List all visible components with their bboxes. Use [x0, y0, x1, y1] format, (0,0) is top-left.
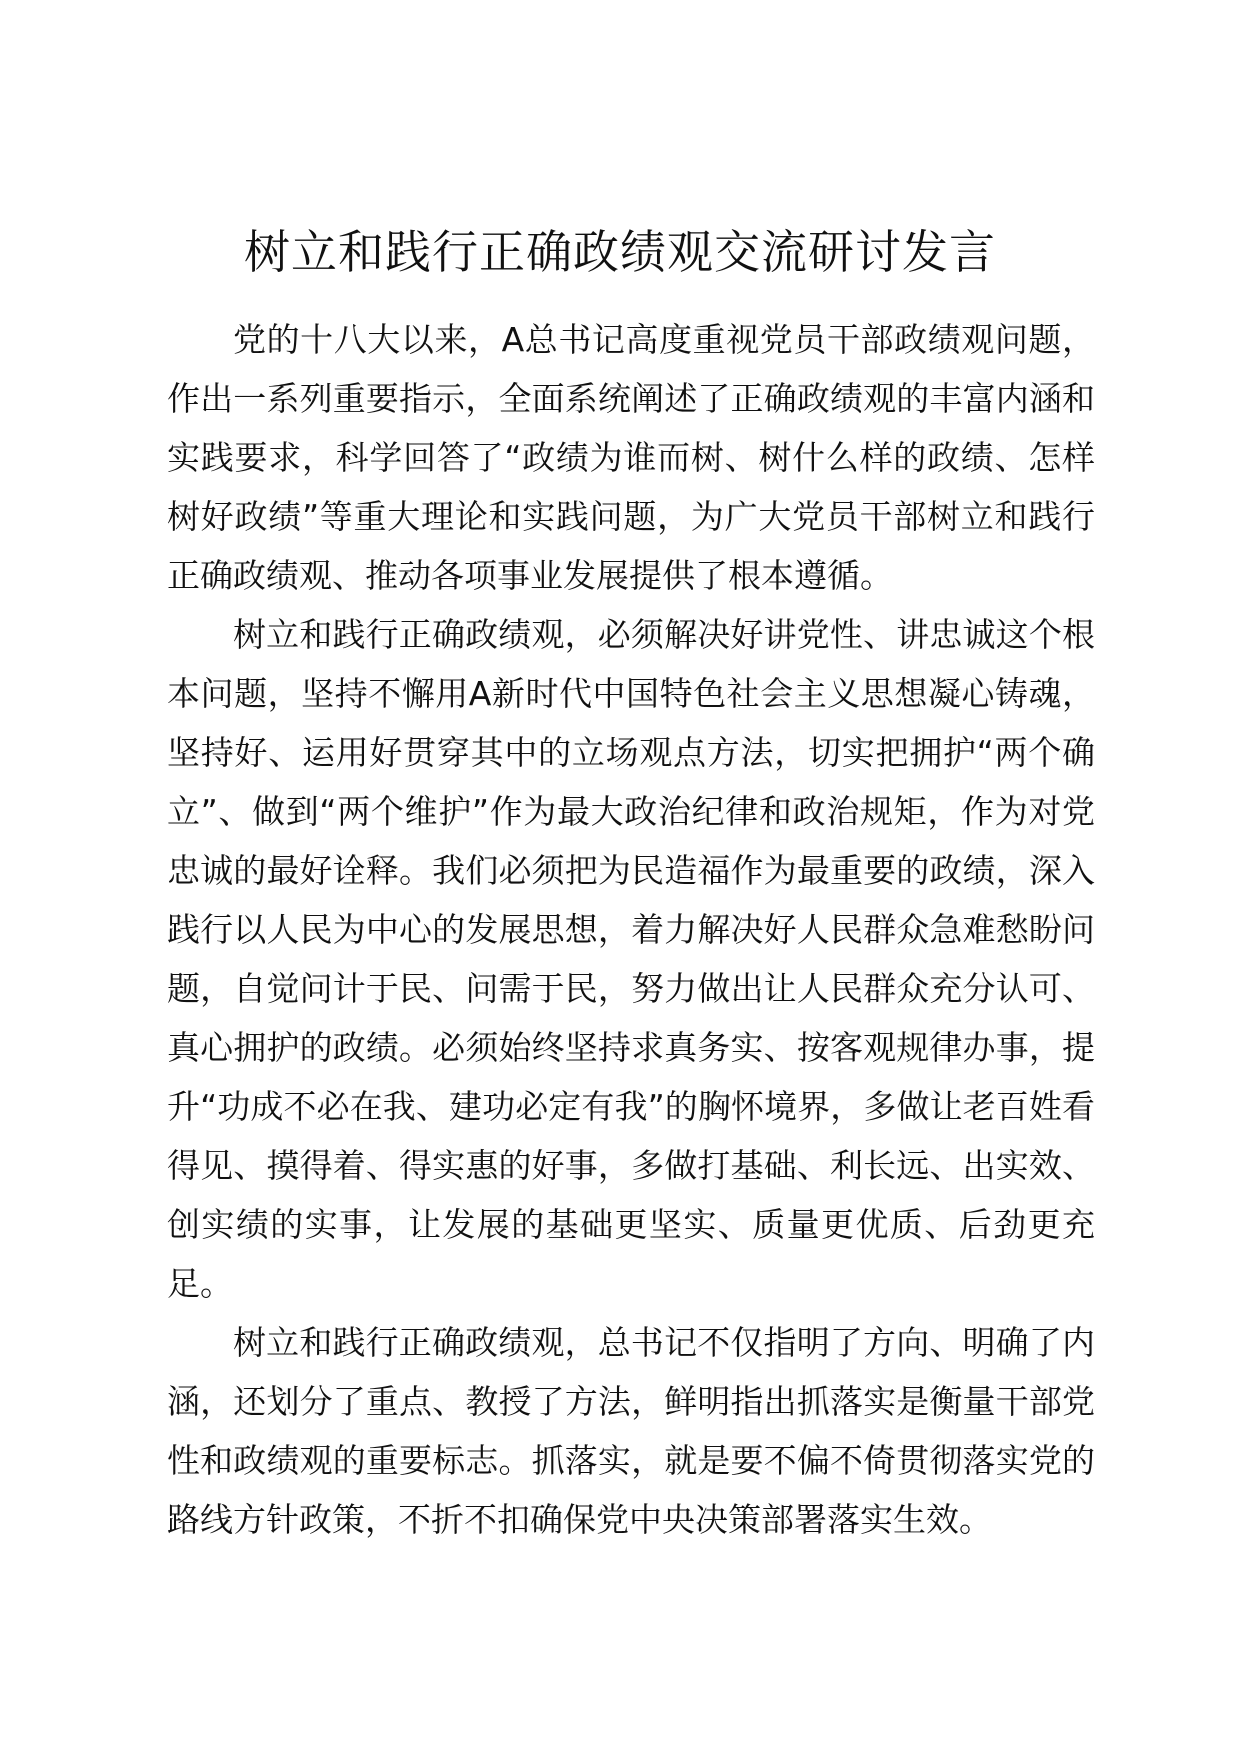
document-title: 树立和践行正确政绩观交流研讨发言 [244, 225, 996, 279]
paragraph-1: 党的十八大以来，A总书记高度重视党员干部政绩观问题，作出一系列重要指示，全面系统阐述了正确政绩观的丰富内涵和实践要求，科学回答了“政绩为谁而树、树什么样的政绩、怎样树好政绩”等重大理论和实践问题，为广大党员干部树立和践行正确政绩观、推动各项事业发展提供了根本遵循。 [167, 320, 1095, 595]
document-body [167, 310, 1095, 1549]
paragraph-3: 树立和践行正确政绩观，总书记不仅指明了方向、明确了内涵，还划分了重点、教授了方法，鲜明指出抓落实是衡量干部党性和政绩观的重要标志。抓落实，就是要不偏不倚贯彻落实党的路线方针政策，不折不扣确保党中央决策部署落实生效。 [167, 1323, 1095, 1539]
paragraph-2: 树立和践行正确政绩观，必须解决好讲党性、讲忠诚这个根本问题，坚持不懈用A新时代中国特色社会主义思想凝心铸魂，坚持好、运用好贯穿其中的立场观点方法，切实把拥护“两个确立”、做到“两个维护”作为最大政治纪律和政治规矩，作为对党忠诚的最好诠释。我们必须把为民造福作为最重要的政绩，深入践行以人民为中心的发展思想，着力解决好人民群众急难愁盼问题，自觉问计于民、问需于民，努力做出让人民群众充分认可、真心拥护的政绩。必须始终坚持求真务实、按客观规律办事，提升“功成不必在我、建功必定有我”的胸怀境界，多做让老百姓看得见、摸得着、得实惠的好事，多做打基础、利长远、出实效、创实绩的实事，让发展的基础更坚实、质量更优质、后劲更充足。 [167, 615, 1095, 1303]
